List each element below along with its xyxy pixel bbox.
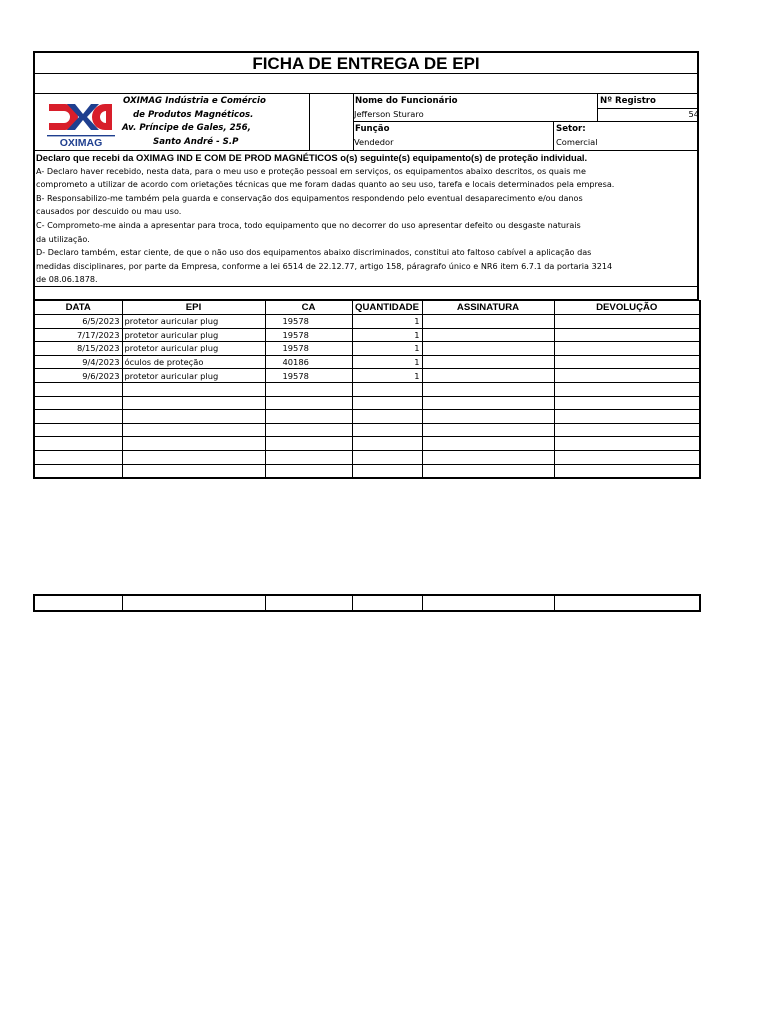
cell-devolucao[interactable] (554, 464, 700, 478)
cell-devolucao[interactable] (554, 355, 700, 369)
name-label: Nome do Funcionário (355, 96, 458, 106)
setor-value: Comercial (556, 137, 598, 147)
cell-quantidade[interactable]: 1 (352, 355, 422, 369)
cell-assinatura[interactable] (422, 315, 554, 329)
cell-data[interactable] (34, 423, 122, 437)
cell-quantidade[interactable]: 1 (352, 369, 422, 383)
logo-text: OXIMAG (59, 137, 103, 148)
footer-row (33, 594, 701, 612)
company-cell (35, 94, 310, 150)
table-row (34, 450, 700, 464)
table-row (34, 355, 700, 369)
cell-assinatura[interactable] (422, 355, 554, 369)
table-row (34, 464, 700, 478)
header-section (33, 94, 699, 151)
header-data: DATA (34, 301, 122, 315)
cell-ca[interactable] (265, 450, 352, 464)
cell-devolucao[interactable] (554, 423, 700, 437)
cell-ca[interactable] (265, 437, 352, 451)
header-devolucao: DEVOLUÇÃO (554, 301, 700, 315)
cell-assinatura[interactable] (422, 450, 554, 464)
declaration-intro: Declaro que recebi da OXIMAG IND E COM DE PROD MAGNÉTICOS o(s) seguinte(s) equipamento(s) de proteção individual. (36, 152, 588, 163)
cell-devolucao[interactable] (554, 328, 700, 342)
registro-label: Nº Registro (600, 96, 656, 106)
table-row (34, 423, 700, 437)
cell-epi[interactable] (122, 382, 265, 396)
cell-ca[interactable] (265, 382, 352, 396)
footer-cell[interactable] (422, 595, 554, 611)
table-row (34, 328, 700, 342)
footer-cell[interactable] (122, 595, 265, 611)
company-line: Santo André - S.P (153, 136, 239, 147)
cell-epi[interactable]: protetor auricular plug (122, 315, 265, 329)
cell-ca[interactable]: 19578 (265, 315, 352, 329)
cell-epi[interactable] (122, 464, 265, 478)
registro-value: 54 (688, 109, 699, 119)
footer-cell[interactable] (352, 595, 422, 611)
cell-quantidade[interactable]: 1 (352, 328, 422, 342)
declaration-line: A- Declaro haver recebido, nesta data, para o meu uso e proteção pessoal em serviços, os equipamentos abaixo descritos, os quais me (36, 165, 586, 176)
cell-epi[interactable] (122, 450, 265, 464)
cell-data[interactable] (34, 464, 122, 478)
cell-ca[interactable] (265, 396, 352, 410)
footer-cell[interactable] (265, 595, 352, 611)
cell-data[interactable]: 7/17/2023 (34, 328, 122, 342)
declaration-block (33, 151, 699, 287)
cell-data[interactable] (34, 437, 122, 451)
cell-data[interactable] (34, 396, 122, 410)
cell-ca[interactable] (265, 423, 352, 437)
cell-quantidade[interactable] (352, 396, 422, 410)
cell-devolucao[interactable] (554, 369, 700, 383)
table-row (34, 396, 700, 410)
cell-epi[interactable]: protetor auricular plug (122, 328, 265, 342)
cell-epi[interactable]: óculos de proteção (122, 355, 265, 369)
declaration-line: C- Comprometo-me ainda a apresentar para troca, todo equipamento que no decorrer do uso apresentar defeito ou desgaste naturais (36, 219, 581, 230)
declaration-line: comprometo a utilizar de acordo com orietações técnicas que me foram dadas quanto ao seu uso, tarefa e locais determinados pela empresa. (36, 179, 615, 190)
cell-ca[interactable] (265, 410, 352, 424)
cell-assinatura[interactable] (422, 423, 554, 437)
cell-assinatura[interactable] (422, 410, 554, 424)
employee-info (353, 94, 697, 150)
cell-devolucao[interactable] (554, 396, 700, 410)
header-assinatura: ASSINATURA (422, 301, 554, 315)
footer-cell[interactable] (554, 595, 700, 611)
table-row (34, 437, 700, 451)
header-ca: CA (265, 301, 352, 315)
funcao-label: Função (355, 124, 390, 134)
spacer-row (33, 287, 699, 300)
cell-quantidade[interactable] (352, 464, 422, 478)
epi-table (33, 300, 701, 479)
header-epi: EPI (122, 301, 265, 315)
table-row (34, 342, 700, 356)
cell-data[interactable]: 6/5/2023 (34, 315, 122, 329)
declaration-line: causados por descuido ou mau uso. (36, 206, 182, 217)
cell-assinatura[interactable] (422, 396, 554, 410)
company-line: Av. Príncipe de Gales, 256, (122, 123, 251, 133)
cell-devolucao[interactable] (554, 450, 700, 464)
blank-cell (309, 94, 354, 150)
cell-devolucao[interactable] (554, 315, 700, 329)
declaration-line: D- Declaro também, estar ciente, de que o não uso dos equipamentos abaixo discriminados, constitui ato faltoso cabível a aplicação das (36, 247, 592, 258)
table-row (34, 410, 700, 424)
divider (597, 94, 598, 121)
cell-ca[interactable]: 19578 (265, 328, 352, 342)
company-address (121, 95, 307, 149)
cell-devolucao[interactable] (554, 437, 700, 451)
cell-data[interactable] (34, 382, 122, 396)
cell-epi[interactable]: protetor auricular plug (122, 342, 265, 356)
divider (597, 108, 699, 109)
cell-data[interactable] (34, 450, 122, 464)
table-row (34, 369, 700, 383)
cell-quantidade[interactable]: 1 (352, 315, 422, 329)
cell-quantidade[interactable] (352, 382, 422, 396)
cell-devolucao[interactable] (554, 382, 700, 396)
divider (353, 121, 699, 122)
cell-devolucao[interactable] (554, 410, 700, 424)
declaration-line: da utilização. (36, 233, 90, 244)
cell-ca[interactable] (265, 464, 352, 478)
cell-epi[interactable] (122, 410, 265, 424)
footer-cell[interactable] (34, 595, 122, 611)
company-line: OXIMAG Indústria e Comércio (123, 96, 266, 106)
cell-assinatura[interactable] (422, 369, 554, 383)
cell-assinatura[interactable] (422, 464, 554, 478)
header-quantidade: QUANTIDADE (352, 301, 422, 315)
cell-assinatura[interactable] (422, 437, 554, 451)
cell-assinatura[interactable] (422, 328, 554, 342)
cell-quantidade[interactable] (352, 437, 422, 451)
table-header-row (34, 301, 700, 315)
cell-quantidade[interactable] (352, 450, 422, 464)
employee-name: Jefferson Sturaro (354, 109, 424, 119)
cell-epi[interactable] (122, 437, 265, 451)
cell-devolucao[interactable] (554, 342, 700, 356)
declaration-line: B- Responsabilizo-me também pela guarda e conservação dos equipamentos respondendo pelo eventual desaparecimento e/ou danos (36, 192, 583, 203)
cell-data[interactable]: 9/4/2023 (34, 355, 122, 369)
oximag-logo (45, 98, 117, 148)
setor-label: Setor: (556, 124, 586, 134)
funcao-value: Vendedor (354, 137, 394, 147)
divider (553, 121, 554, 150)
cell-quantidade[interactable]: 1 (352, 342, 422, 356)
cell-epi[interactable]: protetor auricular plug (122, 369, 265, 383)
declaration-line: medidas disciplinares, por parte da Empresa, conforme a lei 6514 de 22.12.77, artigo 158, páragrafo único e NR6 item 6.7.1 da portaria 3214 (36, 260, 613, 271)
cell-quantidade[interactable] (352, 423, 422, 437)
cell-ca[interactable]: 40186 (265, 355, 352, 369)
cell-data[interactable] (34, 410, 122, 424)
cell-ca[interactable]: 19578 (265, 342, 352, 356)
company-line: de Produtos Magnéticos. (133, 109, 254, 120)
table-row (34, 382, 700, 396)
spacer-row (33, 73, 699, 94)
cell-quantidade[interactable] (352, 410, 422, 424)
cell-epi[interactable] (122, 396, 265, 410)
cell-data[interactable]: 9/6/2023 (34, 369, 122, 383)
cell-assinatura[interactable] (422, 342, 554, 356)
cell-epi[interactable] (122, 423, 265, 437)
declaration-line: de 08.06.1878. (36, 274, 98, 285)
table-row (34, 315, 700, 329)
cell-assinatura[interactable] (422, 382, 554, 396)
cell-ca[interactable]: 19578 (265, 369, 352, 383)
form-title: FICHA DE ENTREGA DE EPI (33, 51, 699, 74)
cell-data[interactable]: 8/15/2023 (34, 342, 122, 356)
